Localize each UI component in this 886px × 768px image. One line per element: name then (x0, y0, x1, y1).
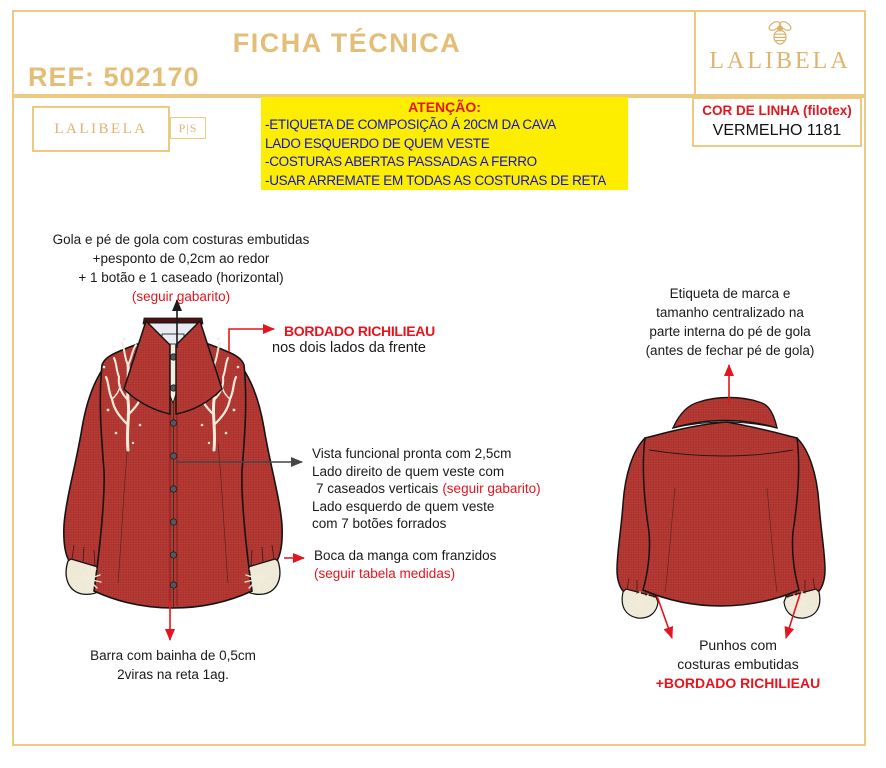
attention-line: LADO ESQUERDO DE QUEM VESTE (265, 135, 490, 151)
logo-text: LALIBELA (54, 120, 148, 137)
annotation-line: (antes de fechar pé de gola) (645, 343, 815, 358)
embroidery-annotation-subtitle: nos dois lados da frente (272, 340, 426, 356)
annotation-line-part: 7 caseados verticais (316, 481, 439, 496)
placket-annotation (312, 445, 547, 533)
page-title: FICHA TÉCNICA (232, 28, 462, 58)
annotation-line: Etiqueta de marca e (669, 286, 791, 301)
collar-annotation (28, 230, 334, 306)
attention-title: ATENÇÃO: (408, 99, 481, 115)
annotation-line: parte interna do pé de gola (649, 324, 811, 339)
annotation-line: Vista funcional pronta com 2,5cm (312, 446, 512, 461)
cuff-arrow-right (786, 594, 800, 638)
embroidery-arrow (229, 329, 274, 352)
annotation-line: Lado esquerdo de quem veste (312, 498, 495, 514)
annotation-line: + 1 botão e 1 caseado (horizontal) (78, 270, 284, 285)
sleeve-annotation (314, 547, 514, 583)
annotation-line: +pesponto de 0,2cm ao redor (92, 251, 270, 266)
annotation-line: Boca da manga com franzidos (314, 548, 497, 563)
annotation-note: (seguir tabela medidas) (314, 566, 456, 581)
thread-color-value: VERMELHO 1181 (712, 122, 842, 139)
annotation-line: costuras embutidas (677, 656, 799, 672)
attention-line: -USAR ARREMATE EM TODAS AS COSTURAS DE RETA (265, 172, 606, 188)
cuff-arrow-left (657, 596, 672, 638)
annotation-note: +BORDADO RICHILIEAU (655, 675, 821, 691)
annotation-note: (seguir gabarito) (131, 289, 231, 304)
annotation-line: Gola e pé de gola com costuras embutidas (52, 232, 310, 247)
embroidery-annotation-title: BORDADO RICHILIEAU (284, 323, 435, 339)
annotation-line: 2viras na reta 1ag. (117, 667, 229, 682)
hem-annotation (62, 646, 284, 684)
attention-line: -ETIQUETA DE COMPOSIÇÃO Á 20CM DA CAVA (265, 117, 556, 132)
annotation-line: Lado direito de quem veste com (312, 463, 505, 479)
ref-number: REF: 502170 (28, 62, 200, 92)
thread-color-label: COR DE LINHA (filotex) (702, 103, 852, 118)
brand-logo: LALIBELA (709, 48, 851, 74)
annotation-line (312, 480, 547, 498)
logo-tag: P|S (178, 120, 198, 135)
annotation-line: Barra com bainha de 0,5cm (90, 648, 256, 663)
annotation-line: tamanho centralizado na (656, 305, 804, 320)
annotation-line: Punhos com (699, 637, 777, 653)
cuffs-annotation (638, 636, 838, 693)
attention-line: -COSTURAS ABERTAS PASSADAS A FERRO (265, 154, 537, 170)
label-annotation (618, 284, 842, 360)
annotation-note: (seguir gabarito) (442, 481, 541, 496)
annotation-line: com 7 botões forrados (312, 516, 447, 531)
